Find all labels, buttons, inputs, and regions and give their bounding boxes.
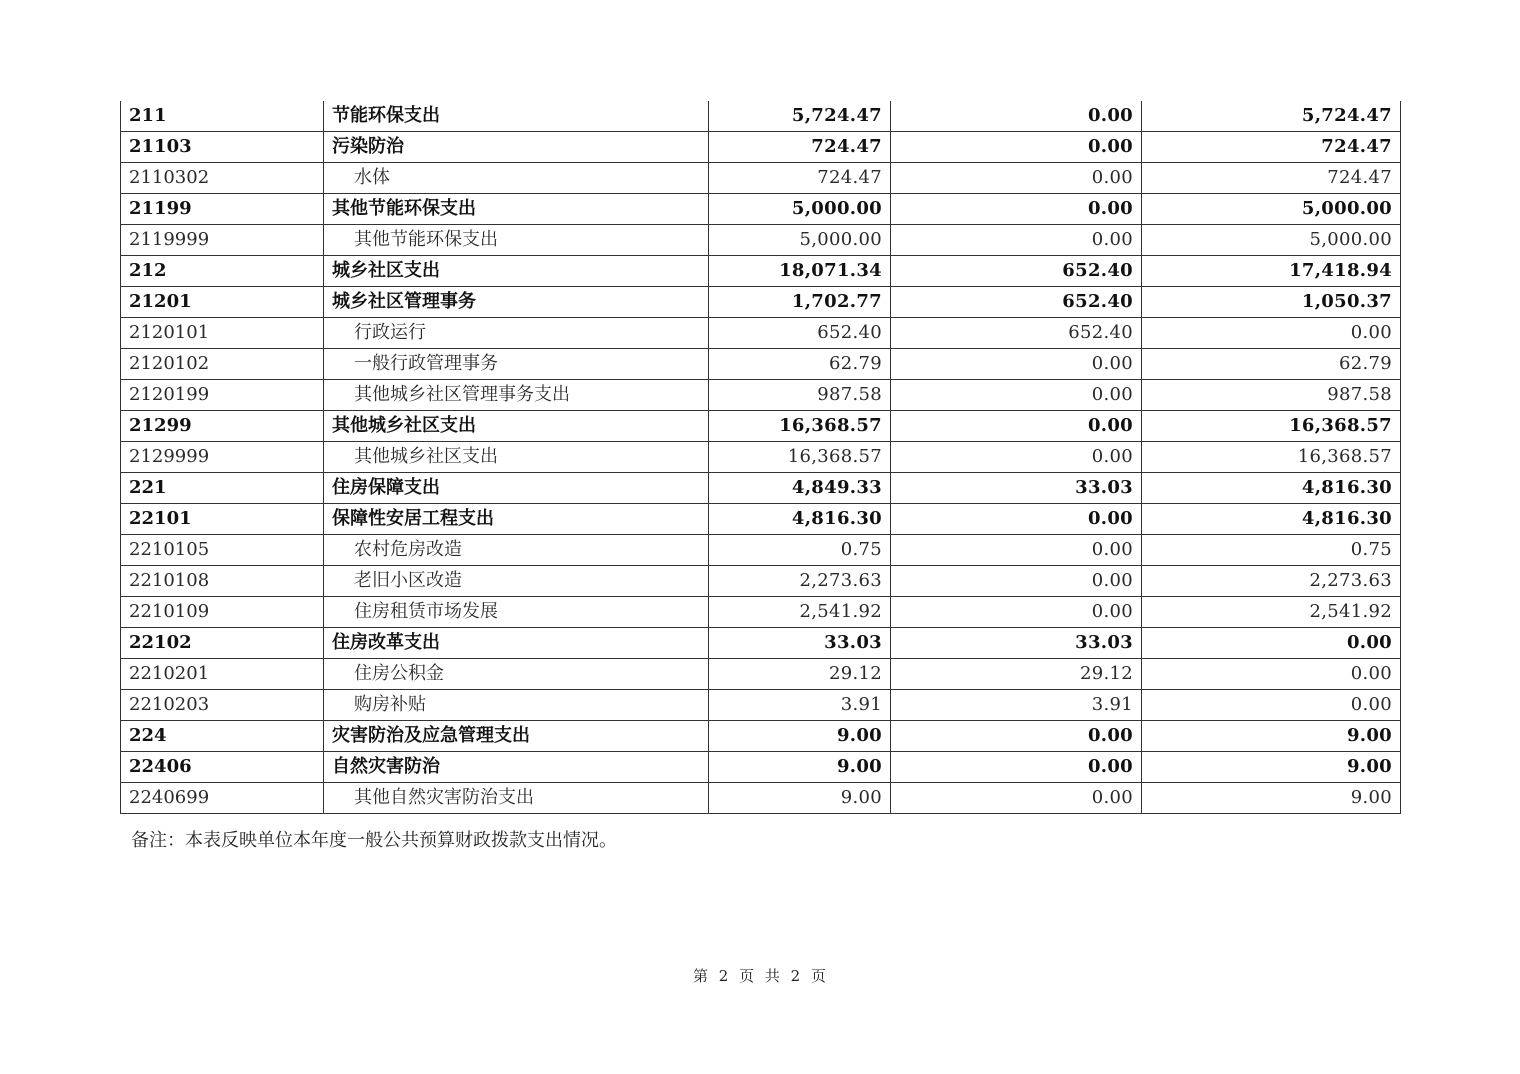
account-code: 2120101 [121, 318, 324, 349]
table-row [121, 473, 1401, 504]
basic-expenditure: 0.00 [891, 752, 1142, 783]
account-code: 2210109 [121, 597, 324, 628]
total-amount: 9.00 [709, 721, 891, 752]
account-code: 211 [121, 101, 324, 132]
table-row [121, 287, 1401, 318]
table-row [121, 628, 1401, 659]
basic-expenditure: 0.00 [891, 504, 1142, 535]
table-row [121, 752, 1401, 783]
total-amount: 724.47 [709, 132, 891, 163]
basic-expenditure: 29.12 [891, 659, 1142, 690]
total-amount: 4,816.30 [709, 504, 891, 535]
account-code: 2210201 [121, 659, 324, 690]
basic-expenditure: 0.00 [891, 132, 1142, 163]
project-expenditure: 724.47 [1142, 163, 1401, 194]
basic-expenditure: 0.00 [891, 163, 1142, 194]
basic-expenditure: 0.00 [891, 411, 1142, 442]
table-row [121, 504, 1401, 535]
account-name: 节能环保支出 [324, 101, 709, 132]
total-amount: 724.47 [709, 163, 891, 194]
account-code: 22102 [121, 628, 324, 659]
table-row [121, 256, 1401, 287]
total-amount: 5,000.00 [709, 194, 891, 225]
table-row [121, 690, 1401, 721]
total-amount: 16,368.57 [709, 411, 891, 442]
project-expenditure: 1,050.37 [1142, 287, 1401, 318]
account-code: 22406 [121, 752, 324, 783]
project-expenditure: 9.00 [1142, 783, 1401, 814]
table-row [121, 318, 1401, 349]
basic-expenditure: 652.40 [891, 287, 1142, 318]
project-expenditure: 5,724.47 [1142, 101, 1401, 132]
table-row [121, 194, 1401, 225]
account-name: 购房补贴 [324, 690, 709, 721]
basic-expenditure: 0.00 [891, 721, 1142, 752]
account-code: 22101 [121, 504, 324, 535]
table-row [121, 566, 1401, 597]
table-note: 备注：本表反映单位本年度一般公共预算财政拨款支出情况。 [131, 830, 617, 851]
total-amount: 5,724.47 [709, 101, 891, 132]
basic-expenditure: 0.00 [891, 349, 1142, 380]
account-code: 2210108 [121, 566, 324, 597]
table-row [121, 597, 1401, 628]
project-expenditure: 9.00 [1142, 721, 1401, 752]
table-row [121, 225, 1401, 256]
account-code: 21199 [121, 194, 324, 225]
total-amount: 3.91 [709, 690, 891, 721]
basic-expenditure: 652.40 [891, 318, 1142, 349]
project-expenditure: 0.00 [1142, 690, 1401, 721]
total-amount: 18,071.34 [709, 256, 891, 287]
total-amount: 0.75 [709, 535, 891, 566]
account-name: 城乡社区支出 [324, 256, 709, 287]
project-expenditure: 724.47 [1142, 132, 1401, 163]
basic-expenditure: 0.00 [891, 535, 1142, 566]
basic-expenditure: 0.00 [891, 597, 1142, 628]
table-row [121, 442, 1401, 473]
total-amount: 1,702.77 [709, 287, 891, 318]
total-amount: 9.00 [709, 783, 891, 814]
account-name: 住房租赁市场发展 [324, 597, 709, 628]
total-amount: 16,368.57 [709, 442, 891, 473]
page-number: 第 2 页 共 2 页 [693, 967, 827, 985]
account-name: 水体 [324, 163, 709, 194]
account-name: 其他城乡社区管理事务支出 [324, 380, 709, 411]
basic-expenditure: 0.00 [891, 194, 1142, 225]
account-name: 其他节能环保支出 [324, 194, 709, 225]
project-expenditure: 0.00 [1142, 628, 1401, 659]
table-row [121, 411, 1401, 442]
basic-expenditure: 33.03 [891, 473, 1142, 504]
account-code: 2129999 [121, 442, 324, 473]
project-expenditure: 0.00 [1142, 318, 1401, 349]
total-amount: 2,541.92 [709, 597, 891, 628]
basic-expenditure: 0.00 [891, 442, 1142, 473]
account-code: 2210203 [121, 690, 324, 721]
project-expenditure: 4,816.30 [1142, 504, 1401, 535]
total-amount: 652.40 [709, 318, 891, 349]
basic-expenditure: 0.00 [891, 380, 1142, 411]
account-name: 老旧小区改造 [324, 566, 709, 597]
account-code: 221 [121, 473, 324, 504]
project-expenditure: 987.58 [1142, 380, 1401, 411]
account-code: 2240699 [121, 783, 324, 814]
project-expenditure: 62.79 [1142, 349, 1401, 380]
account-name: 其他自然灾害防治支出 [324, 783, 709, 814]
account-name: 污染防治 [324, 132, 709, 163]
table-row [121, 163, 1401, 194]
table-row [121, 380, 1401, 411]
budget-table-body [121, 101, 1401, 814]
account-code: 212 [121, 256, 324, 287]
account-code: 2210105 [121, 535, 324, 566]
account-code: 2110302 [121, 163, 324, 194]
total-amount: 33.03 [709, 628, 891, 659]
total-amount: 29.12 [709, 659, 891, 690]
account-name: 住房改革支出 [324, 628, 709, 659]
project-expenditure: 17,418.94 [1142, 256, 1401, 287]
project-expenditure: 16,368.57 [1142, 442, 1401, 473]
project-expenditure: 0.00 [1142, 659, 1401, 690]
account-code: 21103 [121, 132, 324, 163]
account-name: 住房公积金 [324, 659, 709, 690]
account-name: 自然灾害防治 [324, 752, 709, 783]
project-expenditure: 5,000.00 [1142, 225, 1401, 256]
account-name: 保障性安居工程支出 [324, 504, 709, 535]
account-name: 其他城乡社区支出 [324, 411, 709, 442]
account-name: 一般行政管理事务 [324, 349, 709, 380]
basic-expenditure: 652.40 [891, 256, 1142, 287]
total-amount: 62.79 [709, 349, 891, 380]
basic-expenditure: 0.00 [891, 101, 1142, 132]
account-name: 其他城乡社区支出 [324, 442, 709, 473]
project-expenditure: 4,816.30 [1142, 473, 1401, 504]
account-name: 城乡社区管理事务 [324, 287, 709, 318]
account-name: 住房保障支出 [324, 473, 709, 504]
basic-expenditure: 33.03 [891, 628, 1142, 659]
account-name: 灾害防治及应急管理支出 [324, 721, 709, 752]
total-amount: 987.58 [709, 380, 891, 411]
project-expenditure: 16,368.57 [1142, 411, 1401, 442]
table-row [121, 535, 1401, 566]
table-row [121, 659, 1401, 690]
table-row [121, 132, 1401, 163]
table-row [121, 349, 1401, 380]
account-code: 21201 [121, 287, 324, 318]
basic-expenditure: 3.91 [891, 690, 1142, 721]
table-row [121, 101, 1401, 132]
total-amount: 2,273.63 [709, 566, 891, 597]
basic-expenditure: 0.00 [891, 225, 1142, 256]
table-row [121, 721, 1401, 752]
project-expenditure: 2,541.92 [1142, 597, 1401, 628]
account-code: 224 [121, 721, 324, 752]
project-expenditure: 2,273.63 [1142, 566, 1401, 597]
total-amount: 4,849.33 [709, 473, 891, 504]
account-name: 农村危房改造 [324, 535, 709, 566]
basic-expenditure: 0.00 [891, 783, 1142, 814]
account-code: 2120199 [121, 380, 324, 411]
account-name: 行政运行 [324, 318, 709, 349]
budget-table [120, 101, 1401, 814]
project-expenditure: 9.00 [1142, 752, 1401, 783]
table-row [121, 783, 1401, 814]
account-name: 其他节能环保支出 [324, 225, 709, 256]
account-code: 2119999 [121, 225, 324, 256]
project-expenditure: 0.75 [1142, 535, 1401, 566]
account-code: 2120102 [121, 349, 324, 380]
basic-expenditure: 0.00 [891, 566, 1142, 597]
project-expenditure: 5,000.00 [1142, 194, 1401, 225]
account-code: 21299 [121, 411, 324, 442]
total-amount: 9.00 [709, 752, 891, 783]
total-amount: 5,000.00 [709, 225, 891, 256]
